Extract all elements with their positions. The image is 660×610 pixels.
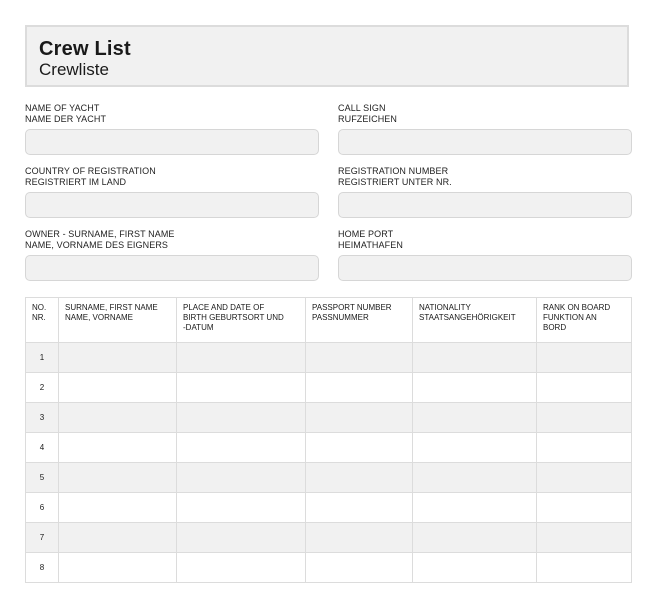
cell-name[interactable] bbox=[59, 343, 177, 373]
table-row bbox=[26, 523, 632, 553]
field-label-de: REGISTRIERT IM LAND bbox=[25, 177, 127, 187]
table-row bbox=[26, 493, 632, 523]
cell-name[interactable] bbox=[59, 493, 177, 523]
crew-table bbox=[25, 297, 632, 583]
cell-name[interactable] bbox=[59, 463, 177, 493]
table-row bbox=[26, 463, 632, 493]
field-label-en: HOME PORT bbox=[338, 229, 394, 239]
cell-birth[interactable] bbox=[177, 493, 306, 523]
cell-name[interactable] bbox=[59, 523, 177, 553]
cell-birth[interactable] bbox=[177, 373, 306, 403]
col-header-number: NO. NR. bbox=[26, 298, 59, 343]
col-header-nationality: NATIONALITY STAATSANGEHÖRIGKEIT bbox=[413, 298, 537, 343]
table-row bbox=[26, 553, 632, 583]
col-header-rank: RANK ON BOARD FUNKTION AN BORD bbox=[537, 298, 632, 343]
cell-birth[interactable] bbox=[177, 463, 306, 493]
page-title: Crew List bbox=[39, 38, 131, 60]
cell-passport[interactable] bbox=[306, 433, 413, 463]
cell-birth[interactable] bbox=[177, 433, 306, 463]
row-number: 2 bbox=[26, 373, 59, 403]
row-number: 5 bbox=[26, 463, 59, 493]
cell-nationality[interactable] bbox=[413, 403, 537, 433]
cell-passport[interactable] bbox=[306, 373, 413, 403]
cell-passport[interactable] bbox=[306, 553, 413, 583]
document-header bbox=[25, 25, 629, 87]
cell-rank[interactable] bbox=[537, 493, 632, 523]
row-number: 7 bbox=[26, 523, 59, 553]
yacht-name-input[interactable] bbox=[25, 129, 319, 155]
cell-passport[interactable] bbox=[306, 343, 413, 373]
field-label-en: OWNER - SURNAME, FIRST NAME bbox=[25, 229, 175, 239]
field-label-de: REGISTRIERT UNTER NR. bbox=[338, 177, 452, 187]
registration-number-input[interactable] bbox=[338, 192, 632, 218]
field-label-en: NAME OF YACHT bbox=[25, 103, 100, 113]
table-row bbox=[26, 433, 632, 463]
table-row bbox=[26, 373, 632, 403]
cell-nationality[interactable] bbox=[413, 343, 537, 373]
cell-nationality[interactable] bbox=[413, 523, 537, 553]
home-port-input[interactable] bbox=[338, 255, 632, 281]
col-header-name: SURNAME, FIRST NAME NAME, VORNAME bbox=[59, 298, 177, 343]
field-label-en: CALL SIGN bbox=[338, 103, 386, 113]
table-row bbox=[26, 343, 632, 373]
field-label-de: NAME, VORNAME DES EIGNERS bbox=[25, 240, 169, 250]
cell-passport[interactable] bbox=[306, 463, 413, 493]
owner-name-input[interactable] bbox=[25, 255, 319, 281]
field-registration-number bbox=[338, 166, 632, 218]
cell-nationality[interactable] bbox=[413, 373, 537, 403]
field-label-de: HEIMATHAFEN bbox=[338, 240, 403, 250]
page-subtitle: Crewliste bbox=[39, 60, 109, 79]
field-call-sign bbox=[338, 103, 632, 155]
crew-table-header bbox=[26, 298, 632, 343]
row-number: 6 bbox=[26, 493, 59, 523]
cell-passport[interactable] bbox=[306, 493, 413, 523]
row-number: 3 bbox=[26, 403, 59, 433]
field-label-de: RUFZEICHEN bbox=[338, 114, 397, 124]
cell-passport[interactable] bbox=[306, 403, 413, 433]
cell-name[interactable] bbox=[59, 373, 177, 403]
col-header-birth: PLACE AND DATE OF BIRTH GEBURTSORT UND -DATUM bbox=[177, 298, 306, 343]
cell-rank[interactable] bbox=[537, 343, 632, 373]
field-label-de: NAME DER YACHT bbox=[25, 114, 107, 124]
row-number: 8 bbox=[26, 553, 59, 583]
row-number: 1 bbox=[26, 343, 59, 373]
cell-passport[interactable] bbox=[306, 523, 413, 553]
cell-name[interactable] bbox=[59, 403, 177, 433]
cell-rank[interactable] bbox=[537, 433, 632, 463]
cell-rank[interactable] bbox=[537, 403, 632, 433]
cell-nationality[interactable] bbox=[413, 463, 537, 493]
field-yacht-name bbox=[25, 103, 319, 155]
cell-name[interactable] bbox=[59, 553, 177, 583]
cell-birth[interactable] bbox=[177, 403, 306, 433]
field-label-en: COUNTRY OF REGISTRATION bbox=[25, 166, 156, 176]
field-home-port bbox=[338, 229, 632, 281]
cell-birth[interactable] bbox=[177, 523, 306, 553]
cell-rank[interactable] bbox=[537, 553, 632, 583]
cell-rank[interactable] bbox=[537, 463, 632, 493]
table-row bbox=[26, 403, 632, 433]
field-label-en: REGISTRATION NUMBER bbox=[338, 166, 449, 176]
call-sign-input[interactable] bbox=[338, 129, 632, 155]
field-country-of-registration bbox=[25, 166, 319, 218]
country-of-registration-input[interactable] bbox=[25, 192, 319, 218]
cell-nationality[interactable] bbox=[413, 553, 537, 583]
cell-rank[interactable] bbox=[537, 523, 632, 553]
cell-nationality[interactable] bbox=[413, 493, 537, 523]
cell-rank[interactable] bbox=[537, 373, 632, 403]
cell-name[interactable] bbox=[59, 433, 177, 463]
cell-birth[interactable] bbox=[177, 343, 306, 373]
row-number: 4 bbox=[26, 433, 59, 463]
field-owner-name bbox=[25, 229, 319, 281]
cell-birth[interactable] bbox=[177, 553, 306, 583]
col-header-passport: PASSPORT NUMBER PASSNUMMER bbox=[306, 298, 413, 343]
cell-nationality[interactable] bbox=[413, 433, 537, 463]
